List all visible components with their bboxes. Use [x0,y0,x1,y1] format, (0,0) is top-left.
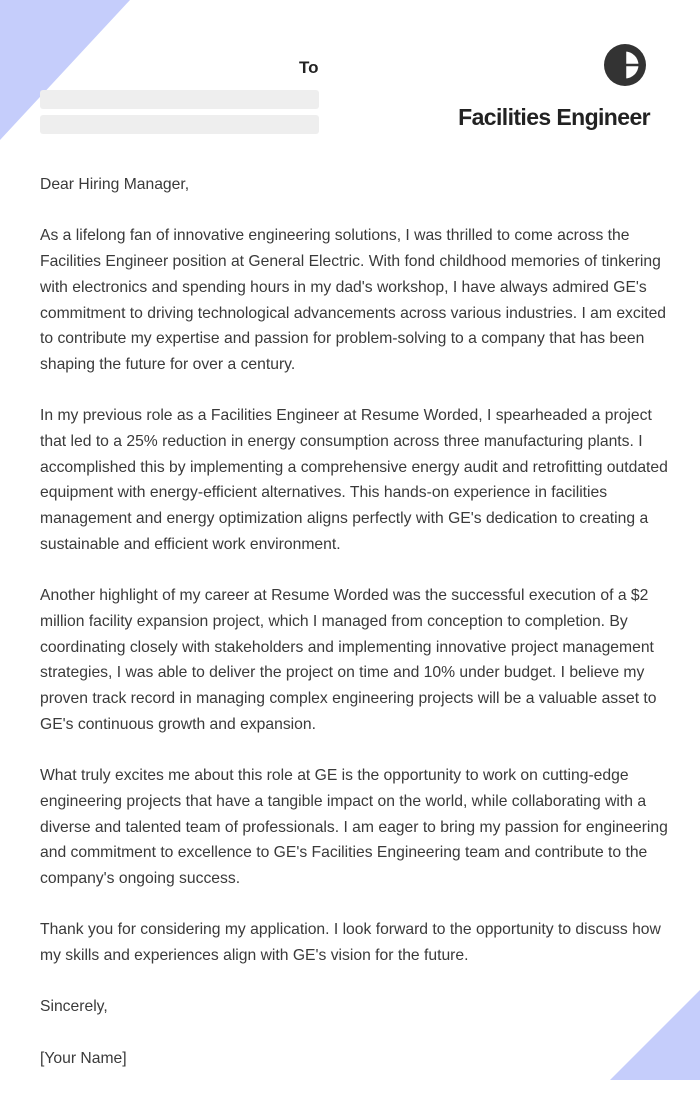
letter-closing: Sincerely, [40,998,108,1016]
letter-signature: [Your Name] [40,1049,127,1067]
letter-body [40,172,670,1097]
letter-paragraph: Thank you for considering my application. I look forward to the opportunity to discuss how my skills and experiences align with GE's vision for the future. [40,921,661,965]
letter-greeting: Dear Hiring Manager, [40,176,190,193]
recipient-line-placeholder [40,90,319,109]
letter-paragraph: Another highlight of my career at Resume Worded was the successful execution of a $2 million facility expansion project, which I managed from conception to completion. By coordinating closely with stakeholders and implementing innovative project management strategies, I was able to deliver the project on time and 10% under budget. I believe my proven track record in managing complex engineering projects will be a valuable asset to GE's continuous growth and expansion. [40,587,657,733]
pie-chart-icon [603,43,647,87]
recipient-label: To [299,58,319,77]
recipient-line-placeholder [40,115,319,134]
letter-paragraph: As a lifelong fan of innovative engineering solutions, I was thrilled to come across the Facilities Engineer position at General Electric. With fond childhood memories of tinkering with electronics and spending hours in my dad's workshop, I have always admired GE's commitment to driving technological advancements across various industries. I am excited to contribute my expertise and passion for problem-solving to a company that has been shaping the future for over a century. [40,227,667,373]
letter-paragraph: In my previous role as a Facilities Engineer at Resume Worded, I spearheaded a project that led to a 25% reduction in energy consumption across three manufacturing plants. I accomplished this by implementing a comprehensive energy audit and retrofitting outdated equipment with energy-efficient alternatives. This hands-on experience in facilities management and energy optimization aligns perfectly with GE's dedication to creating a sustainable and efficient work environment. [40,407,668,553]
job-title: Facilities Engineer [458,104,650,130]
letter-paragraph: What truly excites me about this role at GE is the opportunity to work on cutting-edge engineering projects that have a tangible impact on the world, while collaborating with a diverse and talented team of professionals. I am eager to bring my passion for engineering and commitment to excellence to GE's Facilities Engineering team and contribute to the company's ongoing success. [40,767,668,887]
